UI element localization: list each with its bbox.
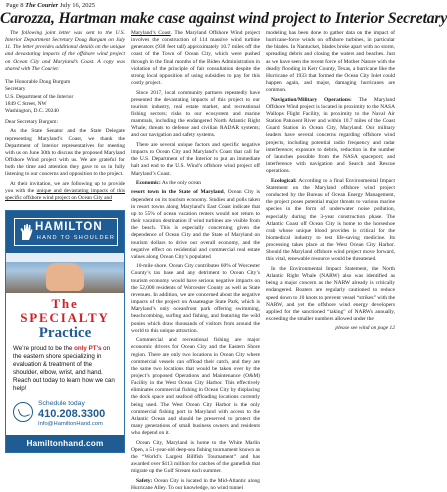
ad-schedule-label: Schedule today	[38, 400, 85, 407]
ad-phone-number[interactable]: 410.208.3300	[38, 408, 106, 420]
hamilton-hand-ad[interactable]	[5, 210, 125, 453]
phone-icon	[13, 402, 33, 422]
letter-paragraph: 10-mile shore. Ocean City contributes 60% of Worcester County’s tax base and any detriment to Ocean City’s tourism economy would have serious negative impacts on the 52,000 residents of Worcester County as well as State revenues. In addition, we are concerned about the negative impacts of the project on Assateague State Park, which is Maryland’s only oceanfront park offering swimming, beachcombing, surfing and fishing, and featuring the wild ponies which draw thousands of visitors from around the world to this unique attraction.	[131, 263, 260, 334]
section-label: Navigation/Military Operations:	[271, 96, 352, 103]
paragraph-text: Ocean City is located in the Mid-Atlantic along Hurricane Alley. To our knowledge, no wind tunnel	[131, 477, 260, 491]
ad-photo-hand	[6, 253, 124, 293]
section-label: Ecological:	[271, 177, 297, 184]
letter-paragraph	[5, 181, 125, 202]
letter-paragraph: As the State Senator and the State Delegate representing Maryland’s Coast, we thank the Department of Interior representatives for meeting with us on June 30th to discuss the proposed Maryland Offshore Wind project with us. We are grateful for both the time and attention they gave to us in fully listening to our concerns and opposition to the project.	[5, 128, 125, 178]
underlined-text: unique and devastating impacts of this specific offshore wind project on Ocean City and	[5, 188, 126, 202]
ad-website[interactable]: Hamiltonhand.com	[6, 435, 124, 452]
continued-jump-line[interactable]: please see wind on page 12	[335, 325, 395, 332]
ad-specialty-title: The SPECIALTY	[20, 296, 110, 325]
paragraph-text: The Maryland Offshore Wind project is located in proximity to the NASA Wallops Flight Facility, in proximity to the Naval Air Station Patuxent River and within 10.7 miles of the Coast Guard Station in Ocean City, Maryland. Our military leaders have several concerns regarding offshore wind projects, including potential radio frequency and radar interference; exposure to debris, reduction in the number of launches possible from the NASA spaceport; and interference with navigation and Search and Rescue operations.	[266, 96, 396, 175]
letter-paragraph	[131, 478, 260, 492]
paragraph-text: As the only ocean	[160, 180, 201, 187]
letter-paragraph	[131, 180, 260, 187]
paragraph-text: . The Maryland Offshore Wind project involves the construction of 114 massive wind turbine generators (938 feet tall) approximately 10.7 miles off the coast of the Town of Ocean City, which were pushed through in the final months of the Biden Administration in violation of the principle of fair consultation despite the strong local opposition of using subsidies to pay for this costly project.	[131, 30, 260, 87]
hand-logo-icon	[19, 223, 33, 241]
letter-paragraph: In the Environmental Impact Statement, the North Atlantic Right Whale (NARW) also was identified as being a major concern as the NARW already is critically endangered. Boaters are regularly cautioned to reduce speed down to 10 knots to prevent vessel “strikes” with the NARW, and yet the offshore wind energy developers applied for the sanctioned “taking” of NARWs annually, exceeding the smaller numbers allowed under the	[266, 265, 395, 322]
paragraph-text: At their invitation, we are following up to provide you with the	[5, 180, 125, 195]
letter-paragraph: modeling has been done to gather data on the impact of hurricane-force winds on offshore turbines, in particular the blades. In Nantucket, blades broke apart with no storm, spreading debris and closing the waters and beaches. Just as we have seen the recent force of Mother Nature with the deadly flooding in Kerr County, Texas, a hurricane like the Hurricane of 1933 that formed the Ocean City Inlet could happen again, and major, damaging hurricanes are common.	[266, 30, 395, 94]
ad-body-text	[13, 345, 117, 394]
ad-body-highlight: only PT’s	[74, 345, 102, 352]
letter-paragraph	[266, 97, 395, 176]
article-column-2	[131, 30, 260, 491]
ad-body-part: We’re proud to be the	[13, 345, 75, 352]
letter-paragraph: Since 2017, local community partners repeatedly have presented the devastating impacts of this project to our tourism industry, real estate market, and recreational fishing sectors; risks to our ecosystem and marine mammals, including the endangered North Atlantic Right Whale; threats to defense and civilian RADAR systems; and our navigation and safety systems.	[131, 89, 260, 139]
article-column-1	[5, 30, 125, 208]
ad-schedule-block[interactable]	[6, 399, 124, 432]
ad-body-part: on the eastern shore specializing in evaluation & treatment of the shoulder, elbow, wrist, and hand. Reach out today to learn how we can help!	[13, 345, 115, 393]
letter-paragraph: Ocean City, Maryland is home to the White Marlin Open, a 51-year-old deep-sea fishing tournament known as the “World’s Largest Billfish Tournament” and has awarded over $113 million for catches of the gamefish that migrate up the Gulf Stream each summer.	[131, 439, 260, 475]
ad-logo	[14, 218, 118, 246]
article-column-3	[266, 30, 395, 454]
recipient-city: Washington, D.C. 20240	[5, 107, 59, 114]
recipient-department: U.S. Department of the Interior	[5, 93, 74, 100]
ad-practice-title: Practice	[38, 325, 92, 341]
paragraph-text: , Ocean City is dependent on its tourism economy. Studies and polls taken in resort towns along Maryland’s East Coast indicate that up to 55% of ocean vacation renters would not return to their vacation destination if wind turbines are visible from the beach. This is especially concerning given the dependence of Ocean City and the State of Maryland on tourism dollars to drive our overall economy, and the negative effect on residential and commercial real estate values along Ocean City’s populated	[131, 189, 260, 260]
recipient-street: 1849 C Street, NW	[5, 100, 47, 107]
letter-paragraph: There are several unique factors and specific negative impacts to Ocean City and Maryland’s Coast that call for the U.S. Department of the Interior to put an immediate halt and end to the U.S. Wind’s offshore wind project off Maryland’s Coast.	[131, 141, 260, 177]
article-headline: Carozza, Hartman make case against wind project to Interior Secretary	[0, 10, 447, 27]
ad-brand-name: HAMILTON	[35, 221, 103, 233]
recipient-name: The Honorable Doug Burgum	[5, 79, 71, 86]
intro-paragraph: The following joint letter was sent to the U.S. Interior Department Secretary Doug Burgum on July 11. The letter provides additional details on the unique and devastating impacts of the offshore wind project on Ocean City and Maryland’s Coast. A copy was shared with The Courier.	[5, 30, 125, 72]
salutation: Dear Secretary Burgum:	[5, 119, 59, 126]
bold-text: resort town in the State of Maryland	[131, 189, 224, 196]
newspaper-brand: The Courier	[25, 2, 59, 9]
letter-paragraph	[131, 189, 260, 261]
issue-date: July 16, 2025	[59, 2, 96, 9]
section-label: Safety:	[136, 477, 153, 484]
letter-paragraph	[131, 30, 260, 87]
letter-paragraph	[266, 178, 395, 264]
paragraph-text: According to a final Environmental Impact Statement on the Maryland offshore wind project conducted by the Bureau of Ocean Energy Management, the project poses potential major threats to various marine species in the form of underwater noise pollution, especially during the 3-year construction phase. The Atlantic Coast off Ocean City is home to the horseshoe crab whose unique blood provides is critical for the biomedical industry to test life-saving medicine. Its processing takes place at the West Ocean City Harbor. Should the Maryland offshore wind project move forward, this vital, renewable resource would be threatened.	[266, 177, 395, 263]
underlined-text: Maryland’s Coast	[131, 30, 171, 36]
ad-brand-subtitle: HAND TO SHOULDER	[36, 235, 116, 241]
section-label: Economic:	[136, 180, 161, 187]
ad-logo-banner	[6, 211, 124, 253]
ad-email[interactable]: Info@HamiltonHand.com	[38, 421, 103, 427]
letter-paragraph: Commercial and recreational fishing are major economic drivers for Ocean City and the Eastern Shore region. There are only two locations in Ocean City where commercial vessels can offload their catch, and they are the same two locations that would be taken over by the project’s proposed Operations and Maintenance (O&M) Facility in the West Ocean City Harbor. This effectively eliminates commercial fishing in Ocean City by displacing the dock space and seafood offloading locations currently being used. The West Ocean City Harbor is the only commercial fishing port in Maryland with access to the Atlantic Ocean and should be preserved to protect the many generations of small business owners and residents who depend on it.	[131, 337, 260, 437]
recipient-title: Secretary	[5, 86, 26, 93]
page-number: Page 8	[6, 2, 24, 9]
